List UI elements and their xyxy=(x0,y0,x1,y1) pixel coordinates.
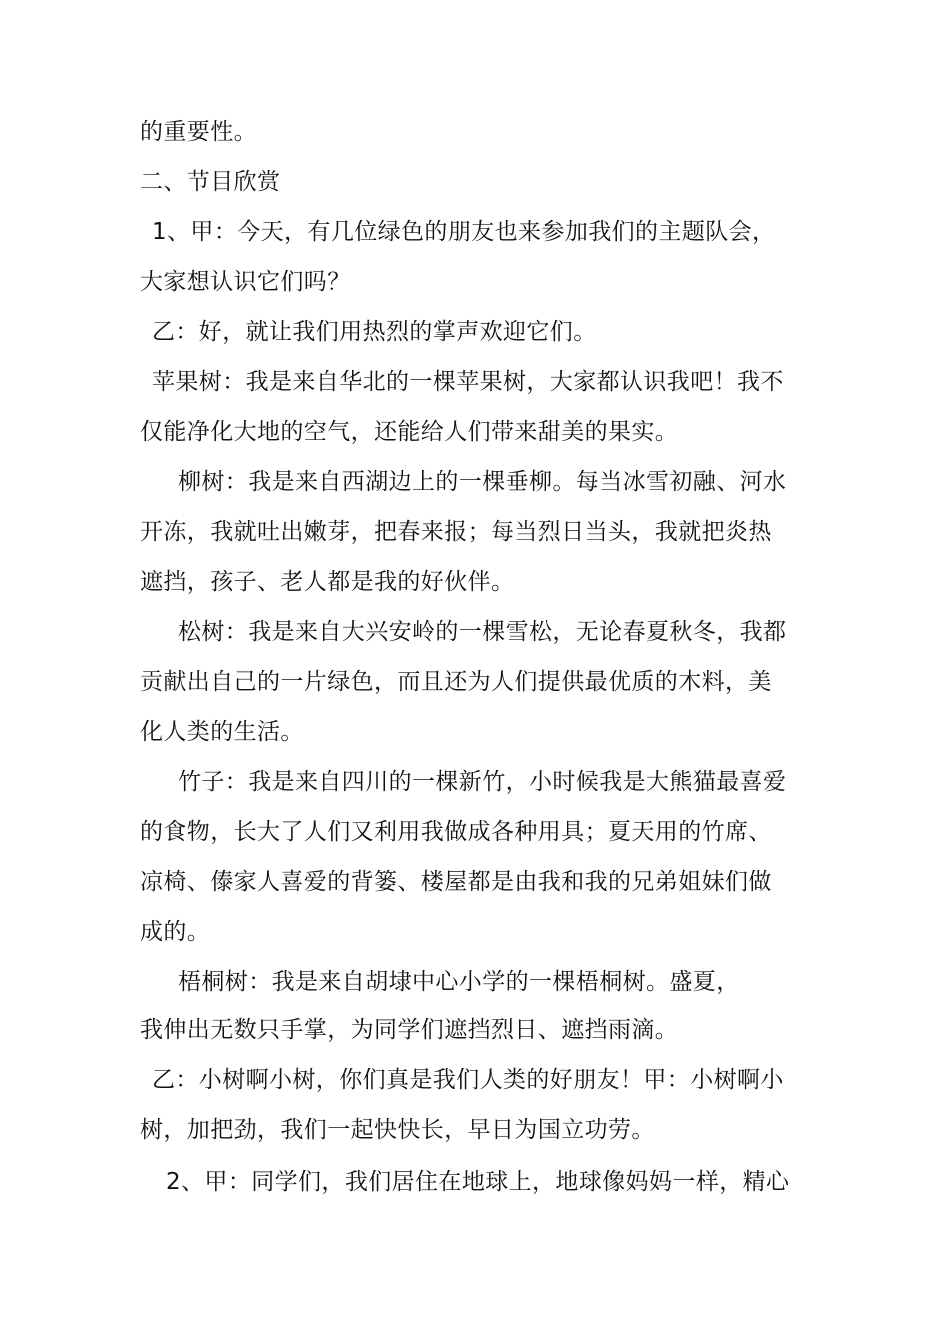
text-line: 1、甲：今天，有几位绿色的朋友也来参加我们的主题队会， xyxy=(152,219,776,245)
text-line: 柳树：我是来自西湖边上的一棵垂柳。每当冰雪初融、河水 xyxy=(178,469,787,495)
section-heading: 二、节目欣赏 xyxy=(140,169,281,195)
text-line: 大家想认识它们吗？ xyxy=(140,269,351,295)
text-line: 乙：小树啊小树，你们真是我们人类的好朋友！甲：小树啊小 xyxy=(152,1067,784,1093)
text-line: 开冻，我就吐出嫩芽，把春来报；每当烈日当头，我就把炎热 xyxy=(140,519,772,545)
text-line: 松树：我是来自大兴安岭的一棵雪松，无论春夏秋冬，我都 xyxy=(178,619,787,645)
text-line: 的食物，长大了人们又利用我做成各种用具；夏天用的竹席、 xyxy=(140,819,772,845)
text-line: 仅能净化大地的空气，还能给人们带来甜美的果实。 xyxy=(140,419,679,445)
text-line: 竹子：我是来自四川的一棵新竹，小时候我是大熊猫最喜爱 xyxy=(178,769,787,795)
text-line: 树，加把劲，我们一起快快长，早日为国立功劳。 xyxy=(140,1117,655,1143)
text-line: 2、甲：同学们，我们居住在地球上，地球像妈妈一样，精心 xyxy=(166,1169,790,1195)
text-line: 乙：好，就让我们用热烈的掌声欢迎它们。 xyxy=(152,319,597,345)
text-line: 的重要性。 xyxy=(140,119,257,145)
text-line: 苹果树：我是来自华北的一棵苹果树，大家都认识我吧！我不 xyxy=(152,369,784,395)
text-line: 贡献出自己的一片绿色，而且还为人们提供最优质的木料，美 xyxy=(140,669,772,695)
text-line: 梧桐树：我是来自胡埭中心小学的一棵梧桐树。盛夏， xyxy=(178,969,740,995)
text-line: 凉椅、傣家人喜爱的背篓、楼屋都是由我和我的兄弟姐妹们做 xyxy=(140,869,772,895)
text-line: 我伸出无数只手掌，为同学们遮挡烈日、遮挡雨滴。 xyxy=(140,1017,679,1043)
text-line: 化人类的生活。 xyxy=(140,719,304,745)
text-line: 成的。 xyxy=(140,919,211,945)
text-line: 遮挡，孩子、老人都是我的好伙伴。 xyxy=(140,569,515,595)
